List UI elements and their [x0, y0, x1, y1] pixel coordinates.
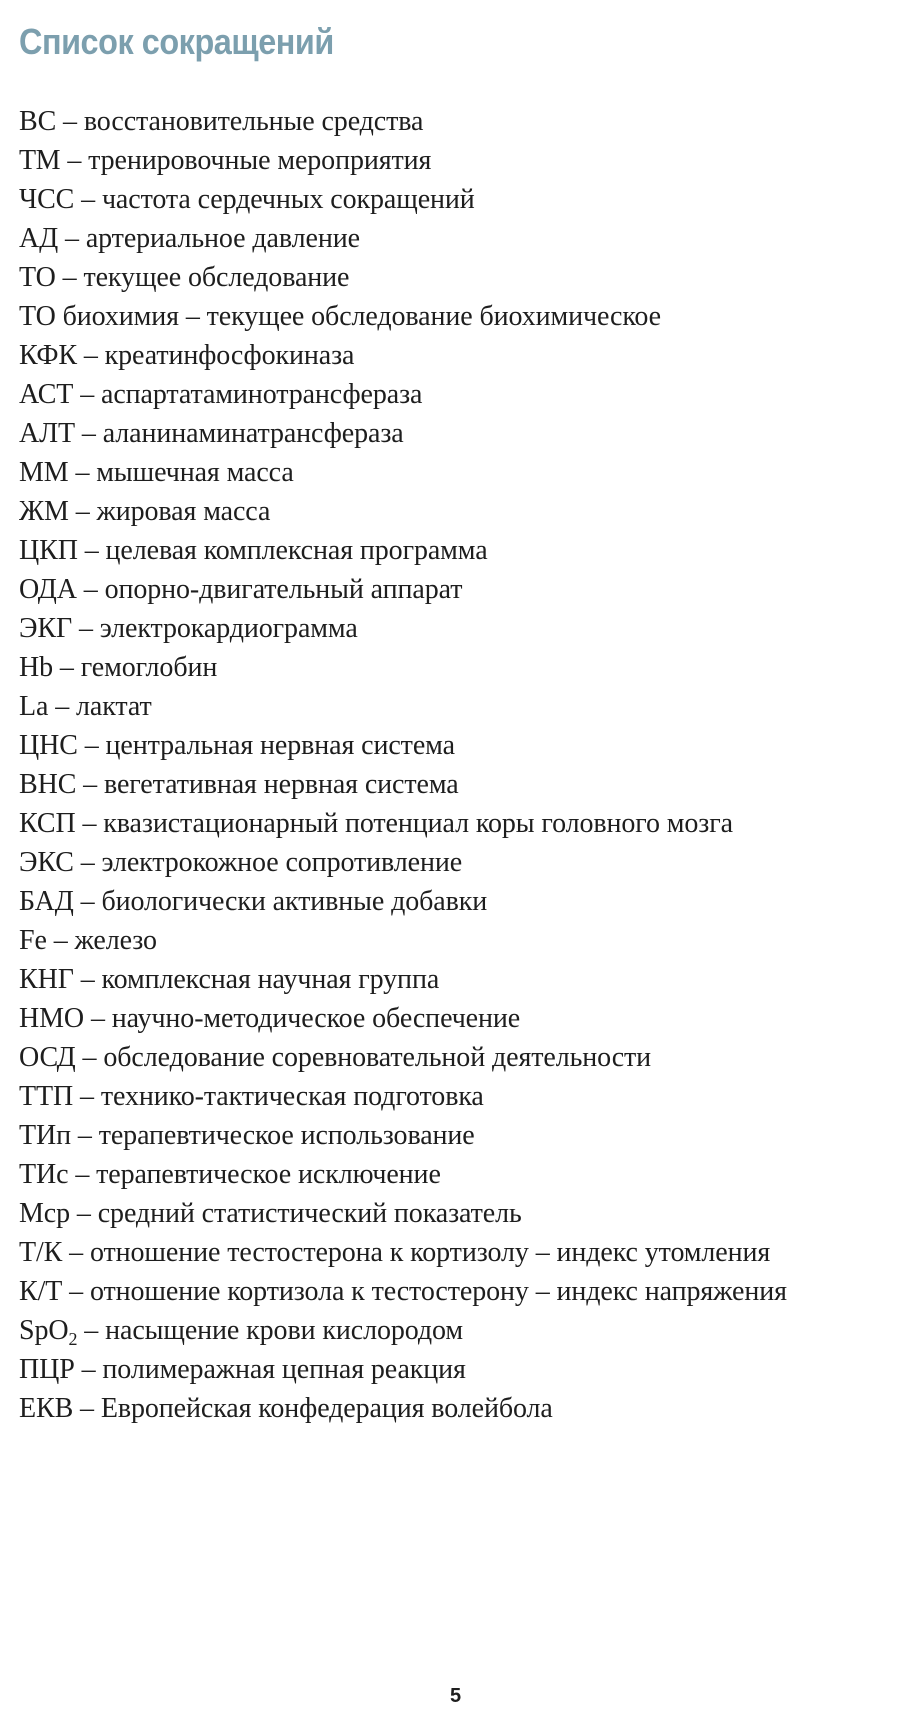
abbreviation-definition: текущее обследование биохимическое — [206, 301, 661, 332]
separator-dash: – — [76, 769, 104, 800]
abbreviation-term: ЖМ — [19, 496, 69, 527]
abbreviation-term: Т/К — [19, 1237, 63, 1268]
separator-dash: – — [84, 1003, 112, 1034]
separator-dash: – — [73, 847, 102, 878]
separator-dash: – — [74, 184, 102, 215]
separator-dash: – — [56, 106, 84, 137]
list-item — [19, 765, 787, 804]
separator-dash: – — [73, 1393, 101, 1424]
abbreviation-subscript: 2 — [68, 1329, 78, 1349]
separator-dash: – — [77, 1315, 106, 1346]
abbreviation-definition: квазистационарный потенциал коры головного мозга — [103, 808, 733, 839]
abbreviation-term: Fe — [19, 925, 47, 956]
list-item — [19, 1155, 787, 1194]
abbreviation-definition: терапевтическое исключение — [96, 1159, 441, 1190]
abbreviation-term: БАД — [19, 886, 74, 917]
abbreviation-definition: гемоглобин — [80, 652, 218, 683]
separator-dash: – — [75, 1042, 104, 1073]
list-item — [19, 1233, 787, 1272]
abbreviation-term: ЦНС — [19, 730, 78, 761]
list-item — [19, 1389, 787, 1428]
abbreviation-term: ЭКГ — [19, 613, 73, 644]
abbreviation-term: SpO — [19, 1315, 69, 1346]
abbreviation-term: АСТ — [19, 379, 74, 410]
abbreviation-term: La — [19, 691, 49, 722]
list-item — [19, 1272, 787, 1311]
abbreviation-definition: жировая масса — [96, 496, 271, 527]
list-item — [19, 882, 787, 921]
abbreviation-term: ТИс — [19, 1159, 69, 1190]
separator-dash: – — [62, 1237, 90, 1268]
abbreviation-definition: текущее обследование — [83, 262, 350, 293]
list-item — [19, 531, 787, 570]
separator-dash: – — [68, 1159, 97, 1190]
list-item — [19, 102, 787, 141]
separator-dash: – — [60, 145, 89, 176]
list-item — [19, 1194, 787, 1233]
abbreviation-definition: опорно-двигательный аппарат — [104, 574, 463, 605]
abbreviation-definition: электрокардиограмма — [99, 613, 358, 644]
separator-dash: – — [74, 1354, 103, 1385]
abbreviation-definition: восстановительные средства — [83, 106, 424, 137]
abbreviation-definition: креатинфосфокиназа — [104, 340, 355, 371]
abbreviation-term: НМО — [19, 1003, 85, 1034]
abbreviation-definition: насыщение крови кислородом — [105, 1315, 463, 1346]
abbreviation-definition: Европейская конфедерация волейбола — [100, 1393, 553, 1424]
abbreviation-list — [19, 102, 787, 1428]
abbreviation-definition: комплексная научная группа — [101, 964, 440, 995]
abbreviation-definition: обследование соревновательной деятельности — [103, 1042, 652, 1073]
abbreviation-term: АЛТ — [19, 418, 76, 449]
separator-dash: – — [73, 964, 102, 995]
abbreviation-definition: артериальное давление — [85, 223, 360, 254]
abbreviation-definition: терапевтическое использование — [98, 1120, 475, 1151]
list-item — [19, 804, 787, 843]
abbreviation-definition: тренировочные мероприятия — [88, 145, 432, 176]
abbreviation-term: КФК — [19, 340, 77, 371]
abbreviation-definition: электрокожное сопротивление — [101, 847, 463, 878]
abbreviation-term: АД — [19, 223, 59, 254]
separator-dash: – — [71, 1120, 99, 1151]
abbreviation-definition: отношение кортизола к тестостерону – индекс напряжения — [89, 1276, 787, 1307]
abbreviation-definition: аланинаминатрансфераза — [102, 418, 404, 449]
list-item — [19, 1311, 787, 1350]
list-item — [19, 180, 787, 219]
separator-dash: – — [73, 379, 102, 410]
separator-dash: – — [76, 340, 105, 371]
abbreviation-term: ПЦР — [19, 1354, 75, 1385]
separator-dash: – — [73, 1081, 101, 1112]
list-item — [19, 726, 787, 765]
abbreviation-definition: лактат — [76, 691, 152, 722]
separator-dash: – — [62, 1276, 90, 1307]
separator-dash: – — [73, 886, 102, 917]
abbreviation-term: ЕКВ — [19, 1393, 74, 1424]
list-item — [19, 1077, 787, 1116]
abbreviation-term: ТИп — [19, 1120, 72, 1151]
list-item — [19, 453, 787, 492]
abbreviation-term: Мср — [19, 1198, 71, 1229]
abbreviation-term: ЦКП — [19, 535, 78, 566]
separator-dash: – — [75, 808, 104, 839]
abbreviation-term: ТТП — [19, 1081, 74, 1112]
list-item — [19, 999, 787, 1038]
separator-dash: – — [48, 691, 77, 722]
separator-dash: – — [70, 1198, 98, 1229]
list-item — [19, 648, 787, 687]
list-item — [19, 492, 787, 531]
list-item — [19, 1038, 787, 1077]
separator-dash: – — [72, 613, 100, 644]
separator-dash: – — [46, 925, 75, 956]
list-item — [19, 1350, 787, 1389]
page-number: 5 — [449, 1685, 462, 1707]
abbreviation-definition: целевая комплексная программа — [105, 535, 488, 566]
abbreviation-term: ТО биохимия — [19, 301, 179, 332]
separator-dash: – — [68, 496, 97, 527]
abbreviation-term: К/Т — [19, 1276, 63, 1307]
abbreviation-term: ММ — [19, 457, 69, 488]
abbreviation-term: ОСД — [19, 1042, 76, 1073]
abbreviation-term: КСП — [19, 808, 76, 839]
abbreviation-term: КНГ — [19, 964, 74, 995]
list-item — [19, 570, 787, 609]
abbreviation-term: ТО — [19, 262, 56, 293]
abbreviation-definition: центральная нервная система — [105, 730, 455, 761]
list-item — [19, 219, 787, 258]
abbreviation-definition: технико-тактическая подготовка — [100, 1081, 484, 1112]
list-item — [19, 375, 787, 414]
abbreviation-definition: мышечная масса — [96, 457, 294, 488]
list-item — [19, 1116, 787, 1155]
separator-dash: – — [77, 535, 106, 566]
list-item — [19, 609, 787, 648]
list-item — [19, 414, 787, 453]
separator-dash: – — [75, 418, 103, 449]
list-item — [19, 843, 787, 882]
abbreviation-term: ТМ — [19, 145, 61, 176]
abbreviation-definition: научно-методическое обеспечение — [111, 1003, 521, 1034]
list-item — [19, 297, 787, 336]
abbreviation-term: ЭКС — [19, 847, 74, 878]
list-item — [19, 921, 787, 960]
list-item — [19, 141, 787, 180]
abbreviation-term: ЧСС — [19, 184, 75, 215]
abbreviation-term: ВНС — [19, 769, 77, 800]
list-item — [19, 687, 787, 726]
list-item — [19, 960, 787, 999]
abbreviation-definition: частота сердечных сокращений — [101, 184, 475, 215]
abbreviation-definition: железо — [74, 925, 157, 956]
list-item — [19, 336, 787, 375]
separator-dash: – — [55, 262, 84, 293]
abbreviation-term: ОДА — [19, 574, 77, 605]
abbreviation-definition: средний статистический показатель — [97, 1198, 522, 1229]
abbreviation-definition: аспартатаминотрансфераза — [101, 379, 423, 410]
separator-dash: – — [77, 730, 106, 761]
separator-dash: – — [178, 301, 207, 332]
abbreviation-term: ВС — [19, 106, 57, 137]
abbreviation-term: Hb — [19, 652, 54, 683]
abbreviation-definition: полимеражная цепная реакция — [102, 1354, 466, 1385]
separator-dash: – — [68, 457, 97, 488]
abbreviation-definition: биологически активные добавки — [101, 886, 488, 917]
page-title: Список сокращений — [19, 21, 334, 62]
list-item — [19, 258, 787, 297]
separator-dash: – — [53, 652, 81, 683]
abbreviation-definition: вегетативная нервная система — [103, 769, 459, 800]
abbreviation-definition: отношение тестостерона к кортизолу – индекс утомления — [89, 1237, 771, 1268]
separator-dash: – — [76, 574, 105, 605]
separator-dash: – — [58, 223, 86, 254]
